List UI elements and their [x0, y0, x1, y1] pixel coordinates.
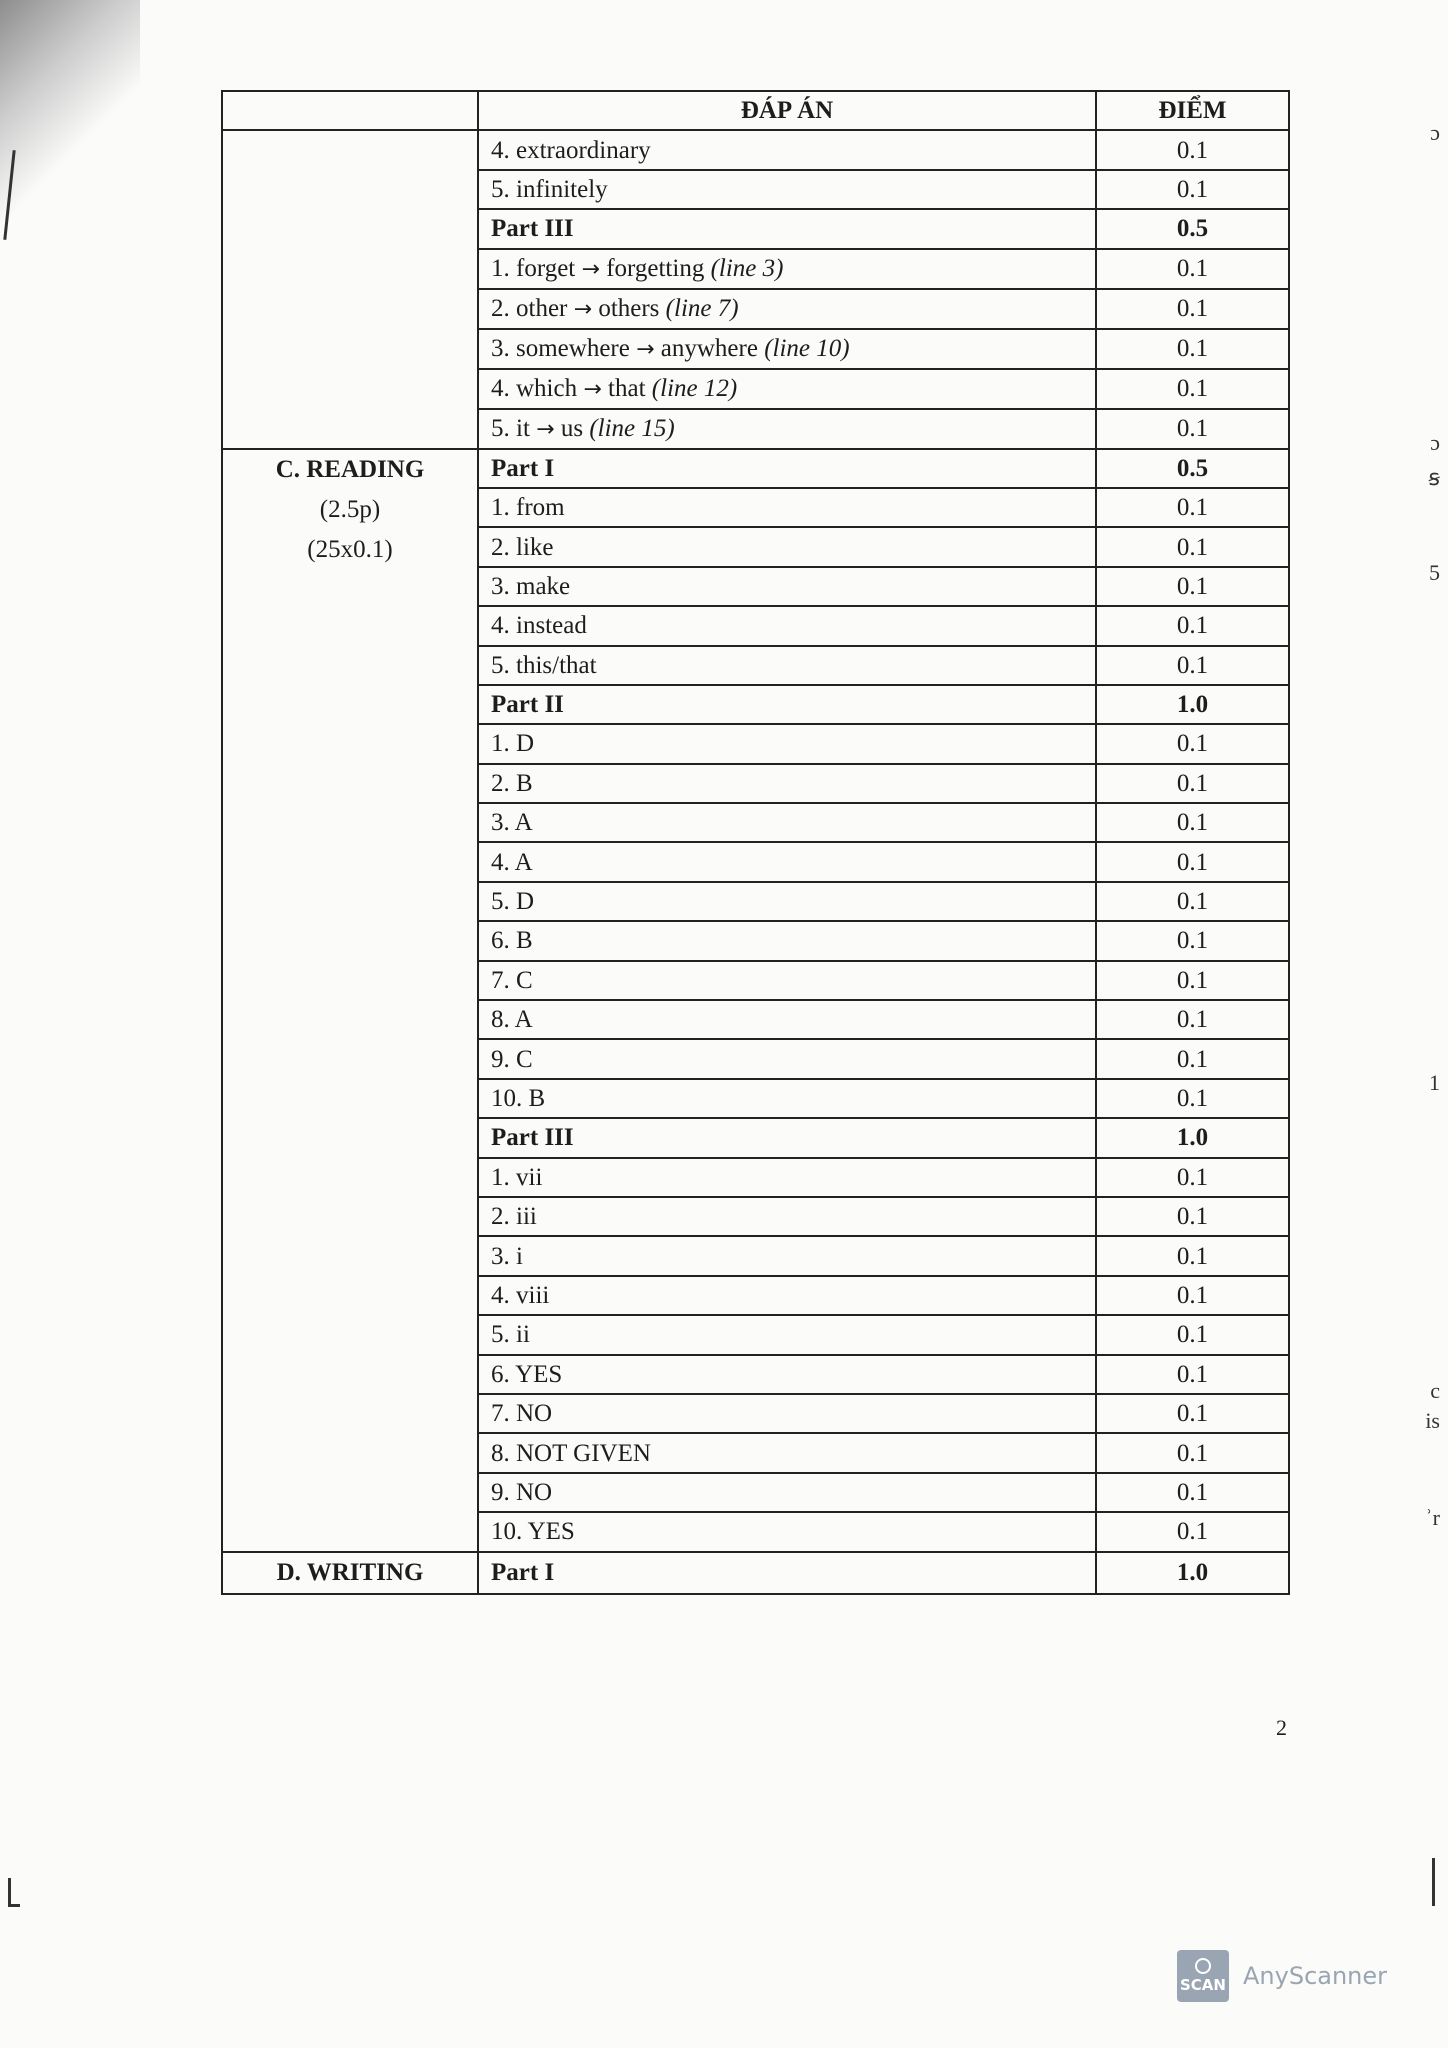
- answer-cell: [478, 1236, 1096, 1275]
- answer-cell: [478, 369, 1096, 409]
- answer-text: 2. like: [491, 533, 554, 561]
- section-cell: [222, 449, 478, 1552]
- table-body: [222, 130, 1289, 1593]
- score-cell: 0.1: [1096, 1158, 1289, 1197]
- line-reference: (line 12): [651, 374, 738, 402]
- answer-text: 3. A: [491, 809, 533, 837]
- answer-cell: [478, 409, 1096, 449]
- answer-cell: [478, 289, 1096, 329]
- answer-cell: [478, 1276, 1096, 1315]
- edge-fragment: ʾr: [1425, 1505, 1440, 1530]
- answer-text: 10. YES: [491, 1518, 575, 1546]
- answer-text: 2. iii: [491, 1203, 537, 1231]
- answer-cell: [478, 1079, 1096, 1118]
- answer-cell: [478, 1355, 1096, 1394]
- answer-cell: [478, 1512, 1096, 1551]
- table-row: [222, 130, 1289, 169]
- score-cell: 0.1: [1096, 1039, 1289, 1078]
- answer-cell: [478, 1473, 1096, 1512]
- answer-cell: [478, 882, 1096, 921]
- answer-cell: [478, 567, 1096, 606]
- answer-text: 9. NO: [491, 1478, 553, 1506]
- score-cell: 0.1: [1096, 1079, 1289, 1118]
- arrow-right-icon: →: [581, 256, 600, 282]
- section-cell: [222, 130, 478, 448]
- score-cell: 0.1: [1096, 803, 1289, 842]
- header-row: [222, 91, 1289, 130]
- answer-text: 3. i: [491, 1242, 523, 1270]
- table-row: [222, 1552, 1289, 1594]
- score-cell: 0.1: [1096, 646, 1289, 685]
- score-cell: 0.1: [1096, 882, 1289, 921]
- answer-text: 5. ii: [491, 1321, 530, 1349]
- answer-cell: [478, 646, 1096, 685]
- section-detail: (2.5p): [319, 495, 381, 523]
- answer-cell: [478, 329, 1096, 369]
- answer-text: 6. B: [491, 927, 533, 955]
- answer-cell: [478, 1158, 1096, 1197]
- section-cell: [222, 1552, 478, 1594]
- section-header-cell: [222, 91, 478, 130]
- answer-text: 5. D: [491, 888, 535, 916]
- score-cell: 0.1: [1096, 1276, 1289, 1315]
- score-cell: 0.1: [1096, 1473, 1289, 1512]
- answer-text: 5. it: [491, 414, 530, 442]
- line-reference: (line 3): [710, 254, 784, 282]
- scanner-logo: [1177, 1950, 1229, 2002]
- answer-cell: [478, 249, 1096, 289]
- crop-mark: [8, 1878, 11, 1906]
- camera-icon: [1195, 1958, 1211, 1974]
- section-detail: (25x0.1): [307, 535, 393, 563]
- answer-text: 4. instead: [491, 612, 587, 640]
- answer-text: 6. YES: [491, 1360, 563, 1388]
- answer-text: 4. viii: [491, 1281, 550, 1309]
- answer-cell: [478, 527, 1096, 566]
- line-reference: (line 7): [665, 294, 739, 322]
- answer-cell: [478, 842, 1096, 881]
- score-cell: 0.1: [1096, 488, 1289, 527]
- answer-text: 1. D: [491, 730, 535, 758]
- edge-fragment: ɔ: [1430, 120, 1440, 145]
- score-cell: 0.1: [1096, 921, 1289, 960]
- page-corner-shadow: [0, 0, 140, 240]
- answer-cell: [478, 1000, 1096, 1039]
- score-cell: 0.1: [1096, 130, 1289, 169]
- answer-cell: [478, 1552, 1096, 1594]
- correction-text: us: [560, 414, 584, 442]
- answer-text: 7. C: [491, 966, 533, 994]
- section-title: C. READING: [275, 455, 425, 483]
- score-cell: 0.1: [1096, 1433, 1289, 1472]
- answer-text: 10. B: [491, 1085, 546, 1112]
- answer-cell: [478, 449, 1096, 488]
- answer-cell: [478, 488, 1096, 527]
- table-row: [222, 449, 1289, 488]
- score-cell: 1.0: [1096, 685, 1289, 724]
- answer-text: Part I: [491, 1559, 555, 1586]
- answer-cell: [478, 209, 1096, 248]
- answer-text: 2. other: [491, 294, 568, 322]
- score-cell: 0.1: [1096, 961, 1289, 1000]
- score-cell: 0.1: [1096, 764, 1289, 803]
- edge-fragment: 1: [1429, 1070, 1440, 1095]
- line-reference: (line 10): [764, 334, 850, 362]
- score-cell: 0.1: [1096, 1000, 1289, 1039]
- answer-text: 1. vii: [491, 1163, 543, 1191]
- answer-cell: [478, 803, 1096, 842]
- logo-text: SCAN: [1180, 1976, 1226, 1994]
- answer-text: Part I: [491, 454, 555, 482]
- page-number: 2: [1276, 1715, 1287, 1740]
- score-cell: 0.1: [1096, 1394, 1289, 1433]
- score-cell: 0.1: [1096, 409, 1289, 449]
- line-reference: (line 15): [589, 414, 675, 442]
- answer-text: 8. NOT GIVEN: [491, 1439, 651, 1467]
- answer-text: Part III: [491, 1124, 574, 1152]
- score-cell: 0.1: [1096, 842, 1289, 881]
- edge-fragment: ɔ: [1430, 430, 1440, 455]
- answer-text: 8. A: [491, 1006, 533, 1034]
- correction-text: forgetting: [606, 254, 705, 282]
- answer-text: 4. extraordinary: [491, 136, 651, 164]
- answer-cell: [478, 606, 1096, 645]
- correction-text: that: [608, 374, 646, 402]
- crop-mark: [8, 1904, 20, 1907]
- answer-cell: [478, 130, 1096, 169]
- answer-text: 4. which: [491, 374, 578, 402]
- score-cell: 0.1: [1096, 1236, 1289, 1275]
- answer-cell: [478, 724, 1096, 763]
- arrow-right-icon: →: [636, 336, 655, 362]
- arrow-right-icon: →: [536, 416, 555, 442]
- score-cell: 1.0: [1096, 1552, 1289, 1594]
- answer-text: 1. from: [491, 494, 565, 522]
- answer-header: ĐÁP ÁN: [478, 91, 1096, 130]
- score-cell: 0.5: [1096, 449, 1289, 488]
- answer-text: Part III: [491, 215, 574, 243]
- answer-cell: [478, 1315, 1096, 1354]
- answer-cell: [478, 1433, 1096, 1472]
- correction-text: others: [598, 294, 660, 322]
- arrow-right-icon: →: [583, 376, 602, 402]
- score-cell: 0.1: [1096, 527, 1289, 566]
- answer-text: Part II: [491, 691, 564, 719]
- correction-text: anywhere: [660, 334, 758, 362]
- score-cell: 0.5: [1096, 209, 1289, 248]
- answer-cell: [478, 1039, 1096, 1078]
- score-cell: 0.1: [1096, 329, 1289, 369]
- answer-text: 7. NO: [491, 1400, 553, 1428]
- score-cell: 0.1: [1096, 724, 1289, 763]
- crop-mark: [1432, 1858, 1435, 1906]
- answer-text: 1. forget: [491, 254, 576, 282]
- score-cell: 0.1: [1096, 567, 1289, 606]
- arrow-right-icon: →: [573, 296, 593, 322]
- answer-cell: [478, 921, 1096, 960]
- answer-text: 3. somewhere: [491, 334, 630, 362]
- edge-fragment: is: [1425, 1408, 1440, 1433]
- answer-text: 4. A: [491, 848, 533, 876]
- score-cell: 0.1: [1096, 1512, 1289, 1551]
- score-header: ĐIỂM: [1096, 91, 1289, 130]
- answer-cell: [478, 961, 1096, 1000]
- answer-text: 3. make: [491, 572, 571, 600]
- score-cell: 0.1: [1096, 606, 1289, 645]
- score-cell: 0.1: [1096, 369, 1289, 409]
- answer-key-table: [221, 90, 1290, 1595]
- answer-cell: [478, 170, 1096, 209]
- answer-text: 5. this/that: [491, 651, 597, 679]
- score-cell: 0.1: [1096, 249, 1289, 289]
- answer-cell: [478, 1118, 1096, 1157]
- answer-text: 5. infinitely: [491, 175, 608, 203]
- answer-cell: [478, 764, 1096, 803]
- score-cell: 1.0: [1096, 1118, 1289, 1157]
- answer-cell: [478, 1394, 1096, 1433]
- score-cell: 0.1: [1096, 289, 1289, 329]
- watermark-brand: AnyScanner: [1243, 1962, 1388, 1990]
- score-cell: 0.1: [1096, 1197, 1289, 1236]
- answer-text: 2. B: [491, 769, 533, 797]
- score-cell: 0.1: [1096, 1355, 1289, 1394]
- edge-fragment: 5: [1429, 560, 1440, 585]
- section-title: D. WRITING: [276, 1558, 424, 1586]
- score-cell: 0.1: [1096, 1315, 1289, 1354]
- score-cell: 0.1: [1096, 170, 1289, 209]
- answer-text: 9. C: [491, 1045, 533, 1073]
- answer-cell: [478, 1197, 1096, 1236]
- answer-cell: [478, 685, 1096, 724]
- edge-fragment: ꞩ: [1428, 465, 1440, 490]
- scanner-watermark: [1177, 1950, 1387, 2002]
- edge-fragment: c: [1430, 1378, 1440, 1403]
